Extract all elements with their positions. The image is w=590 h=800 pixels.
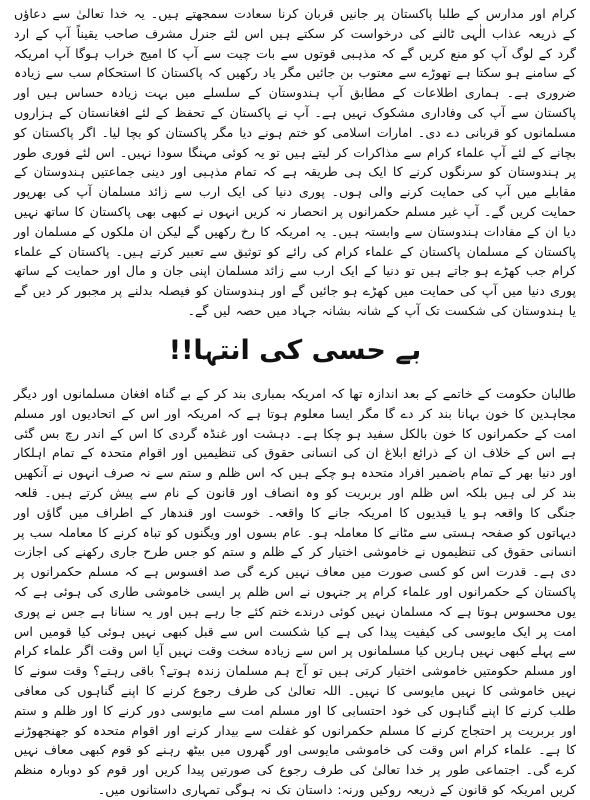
section-heading: بے حسی کی انتہا!!: [168, 334, 422, 366]
body-paragraph: طالبان حکومت کے خاتمے کے بعد اندازہ تھا کہ امریکہ بمباری بند کر کے بے گناہ افغان مسلمانوں اور دیگر مجاہدین کا خون بہانا بند کر دے گا مگر ایسا معلوم ہوتا ہے کہ امریکہ اور اس کے اتحادیوں اور مسلم امت کے حکمرانوں کا خون بالکل سفید ہو چکا ہے۔ دہشت اور غنڈہ گردی کا اس کے اندر رچ بس گئی ہے اس کے خلاف ان کے ذرائع ابلاغ ان کی انسانی حقوق کی تنظیمیں اور اقوام متحدہ کے تمام اہلکار اور دنیا بھر کے تمام باضمیر افراد متحدہ ہو چکے ہیں کہ اس ظلم و ستم سے نہ صرف انہوں نے آنکھیں بند کر لی ہیں بلکہ اس ظلم اور بربریت کو وہ انصاف اور قانون کے نام سے پیش کرتے ہیں۔ قلعہ جنگی کا واقعہ ہو یا قیدیوں کا امریکہ جانے کا واقعہ۔ خوست اور قندھار کے اطراف میں گاؤں اور دیہاتوں کو صفحہ ہستی سے مٹانے کا معاملہ ہو۔ عام بسوں اور ویگنوں کو تباہ کرنے کا معاملہ سب پر انسانی حقوق کی تنظیموں نے خاموشی اختیار کر کے ظلم و ستم کو جس طرح جاری رکھنے کی اجازت دی ہے۔ قدرت اس کو کسی صورت میں معاف نہیں کرے گی صد افسوس ہے کہ مسلم حکمرانوں پر پاکستان کے حکمرانوں اور علماء کرام پر جنہوں نے اس ظلم پر ایسی خاموشی طاری کی ہوئی ہے کہ یوں محسوس ہوتا ہے کہ مسلمان نہیں کوئی درندے ختم کئے جا رہے ہیں اور یہ سنانا ہے جس نے پوری امت پر ایک مایوسی کی کیفیت پیدا کی ہے کیا شکست اس سے قبل کبھی نہیں ہوئی کیا قومیں اس سے پہلے کبھی نہیں ہاریں کیا مسلمانوں پر اس سے زیادہ سخت وقت نہیں آیا اس وقت اگر علماء کرام اور مسلم حکومتیں خاموشی اختیار کرتی ہیں تو آج ہم مسلمان زندہ ہوتے؟ باقی رہتے؟ وقت سونے کا نہیں خاموشی کا نہیں مایوسی کا نہیں۔ اللہ تعالیٰ کی طرف رجوع کرنے کا اپنے گناہوں کی معافی طلب کرنے کا اپنے گناہوں کی خود احتسابی کا اور مسلم امت سے مایوسی دور کرنے کا اور ظلم و ستم اور بربریت پر احتجاج کرنے کا مسلم حکمرانوں کو غفلت سے بیدار کرنے اور اقوام متحدہ کو جھنجھوڑنے کا ہے۔ علماء کرام اس وقت کی خاموشی مایوسی اور گھروں میں بیٹھ رہنے کو قوم کبھی معاف نہیں کرے گی۔ اجتماعی طور پر خدا تعالیٰ کی طرف رجوع کی صورتیں پیدا کریں اور قوم کو دوبارہ منظم کریں امریکہ کو قانون کے ذریعہ روکیں ورنہ: داستان تک نہ ہوگی تمہاری داستانوں میں۔: [14, 386, 576, 797]
intro-paragraph: کرام اور مدارس کے طلبا پاکستان پر جانیں قربان کرنا سعادت سمجھتے ہیں۔ یہ خدا تعالیٰ سے دعاؤں کے ذریعہ عذاب الٰہی ٹالنے کی درخواست کر سکتے ہیں اس لئے جنرل مشرف صاحب یقیناً آپ کے ارد گرد کے لوگ آپ کو منع کریں گے کہ مذہبی قوتوں سے بات چیت سے آپ کا امیج خراب ہوگا آپ امریکہ کے سامنے ہو سکتا ہے تھوڑے سے معتوب بن جائیں مگر یاد رکھیں کہ پاکستان کا استحکام سب سے زیادہ ضروری ہے۔ ہماری اطلاعات کے مطابق آپ ہندوستان کے سلسلے میں بہت زیادہ حساس ہیں اور پاکستان سے آپ کی وفاداری مشکوک نہیں ہے۔ آپ نے پاکستان کے تحفظ کے لئے افغانستان کے ہزاروں مسلمانوں کو قربانی دے دی۔ امارات اسلامی کو ختم ہونے دیا مگر پاکستان کو بچا لیا۔ اگر پاکستان کو بچانے کے لئے آپ علماء کرام سے مذاکرات کر لیتے ہیں تو یہ کوئی مہنگا سودا نہیں۔ اس لئے فوری طور پر ہندوستان کو سرنگوں کرنے کا ایک ہی طریقہ ہے کہ تمام مذہبی اور دینی جماعتیں ہندوستان کے مقابلے میں آپ کی حمایت کرنے والی ہوں۔ پوری دنیا کی ایک ارب سے زائد مسلمان آپ کی بھرپور حمایت کریں گے۔ آپ غیر مسلم حکمرانوں پر انحصار نہ کریں انہوں نے کبھی بھی پاکستان کا ساتھ نہیں دیا ان کے مفادات ہندوستان سے وابستہ ہیں۔ یہ امریکہ کا رخ رکھیں گے لیکن ان ملکوں کے مسلمان اور پاکستان کے مسلمان پاکستان کے علماء کرام کی رائے کو توثیق سے تعبیر کرتے ہیں۔ پاکستان کے علماء کرام جب کھڑے ہو جاتے ہیں تو دنیا کے ایک ارب سے زائد مسلمان اپنی جان و مال اور حمایت کے ساتھ پوری دنیا میں آپ کی حمایت میں کھڑے ہو جائیں گے اور ہندوستان کو فیصلہ بدلنے پر مجبور کر دیں گے یا ہندوستان کی شکست تک آپ کے شانہ بشانہ جہاد میں حصہ لیں گے۔: [14, 6, 576, 318]
